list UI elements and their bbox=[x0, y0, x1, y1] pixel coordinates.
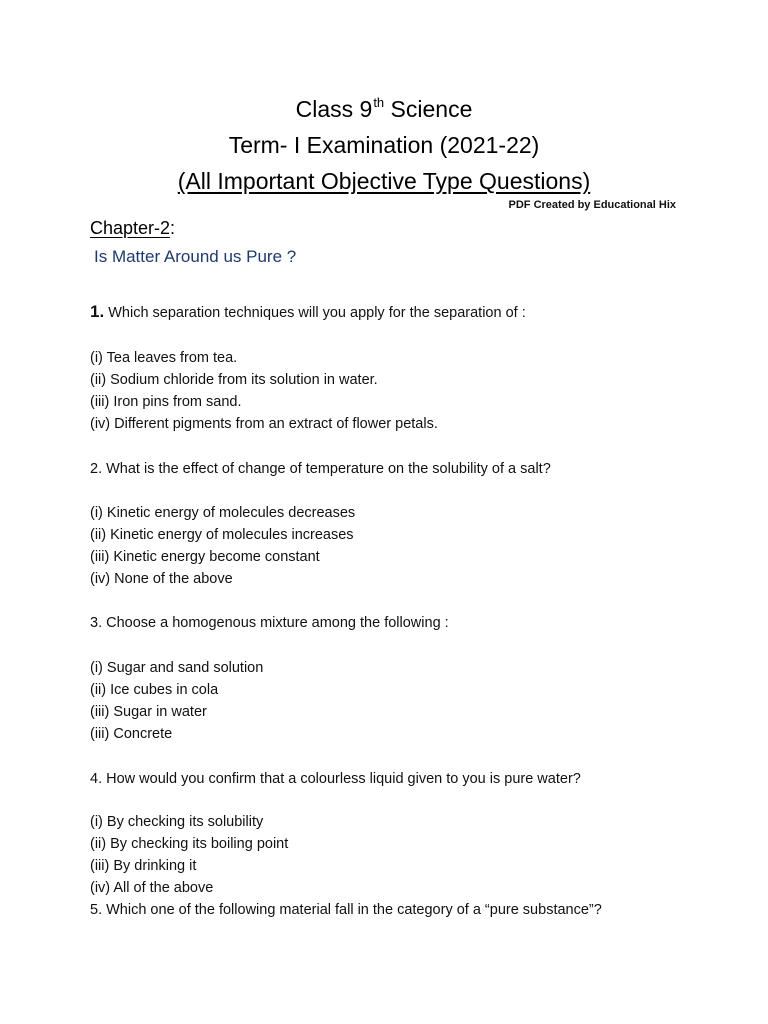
question-4 bbox=[90, 768, 690, 790]
question-text: 3. Choose a homogenous mixture among the following : bbox=[90, 615, 449, 631]
title-term: Term- I Examination (2021-22) bbox=[228, 132, 540, 158]
option: (i) Kinetic energy of molecules decreases bbox=[90, 505, 356, 521]
option: (ii) Sodium chloride from its solution in water. bbox=[90, 372, 378, 388]
title-class bbox=[0, 96, 768, 123]
option: (i) Tea leaves from tea. bbox=[90, 350, 238, 366]
option: (i) Sugar and sand solution bbox=[90, 660, 264, 676]
question-2 bbox=[90, 458, 690, 480]
question-5-text: 5. Which one of the following material fall in the category of a “pure substance”? bbox=[90, 902, 602, 918]
option: (iii) By drinking it bbox=[90, 858, 197, 874]
option: (iii) Sugar in water bbox=[90, 704, 207, 720]
question-1 bbox=[90, 301, 690, 323]
option: (iii) Kinetic energy become constant bbox=[90, 549, 320, 565]
option: (iii) Concrete bbox=[90, 726, 173, 742]
question-2-options bbox=[90, 502, 690, 590]
question-body: Which separation techniques will you apply for the separation of : bbox=[104, 305, 526, 321]
title-subject: Science bbox=[384, 96, 473, 122]
question-text: 2. What is the effect of change of temperature on the solubility of a salt? bbox=[90, 461, 551, 477]
option: (iv) None of the above bbox=[90, 571, 233, 587]
option: (ii) Ice cubes in cola bbox=[90, 682, 219, 698]
option: (i) By checking its solubility bbox=[90, 814, 264, 830]
chapter-title: Is Matter Around us Pure ? bbox=[94, 247, 297, 266]
title-class-text: Class 9 bbox=[295, 96, 373, 122]
title-objective: (All Important Objective Type Questions) bbox=[177, 168, 591, 194]
chapter-colon: : bbox=[170, 218, 176, 238]
chapter-heading bbox=[90, 218, 175, 239]
option: (iii) Iron pins from sand. bbox=[90, 394, 242, 410]
question-text: 4. How would you confirm that a colourless liquid given to you is pure water? bbox=[90, 771, 581, 787]
title-superscript: th bbox=[373, 95, 385, 110]
question-1-options bbox=[90, 347, 690, 435]
question-text bbox=[90, 301, 690, 323]
credit-line: PDF Created by Educational Hix bbox=[508, 199, 676, 211]
question-4-options bbox=[90, 811, 690, 921]
chapter-label: Chapter-2 bbox=[90, 218, 171, 238]
question-3 bbox=[90, 612, 690, 634]
option: (iv) All of the above bbox=[90, 880, 214, 896]
option: (ii) Kinetic energy of molecules increases bbox=[90, 527, 354, 543]
option: (iv) Different pigments from an extract of flower petals. bbox=[90, 416, 438, 432]
question-number: 1. bbox=[90, 302, 105, 321]
question-3-options bbox=[90, 657, 690, 745]
option: (ii) By checking its boiling point bbox=[90, 836, 289, 852]
